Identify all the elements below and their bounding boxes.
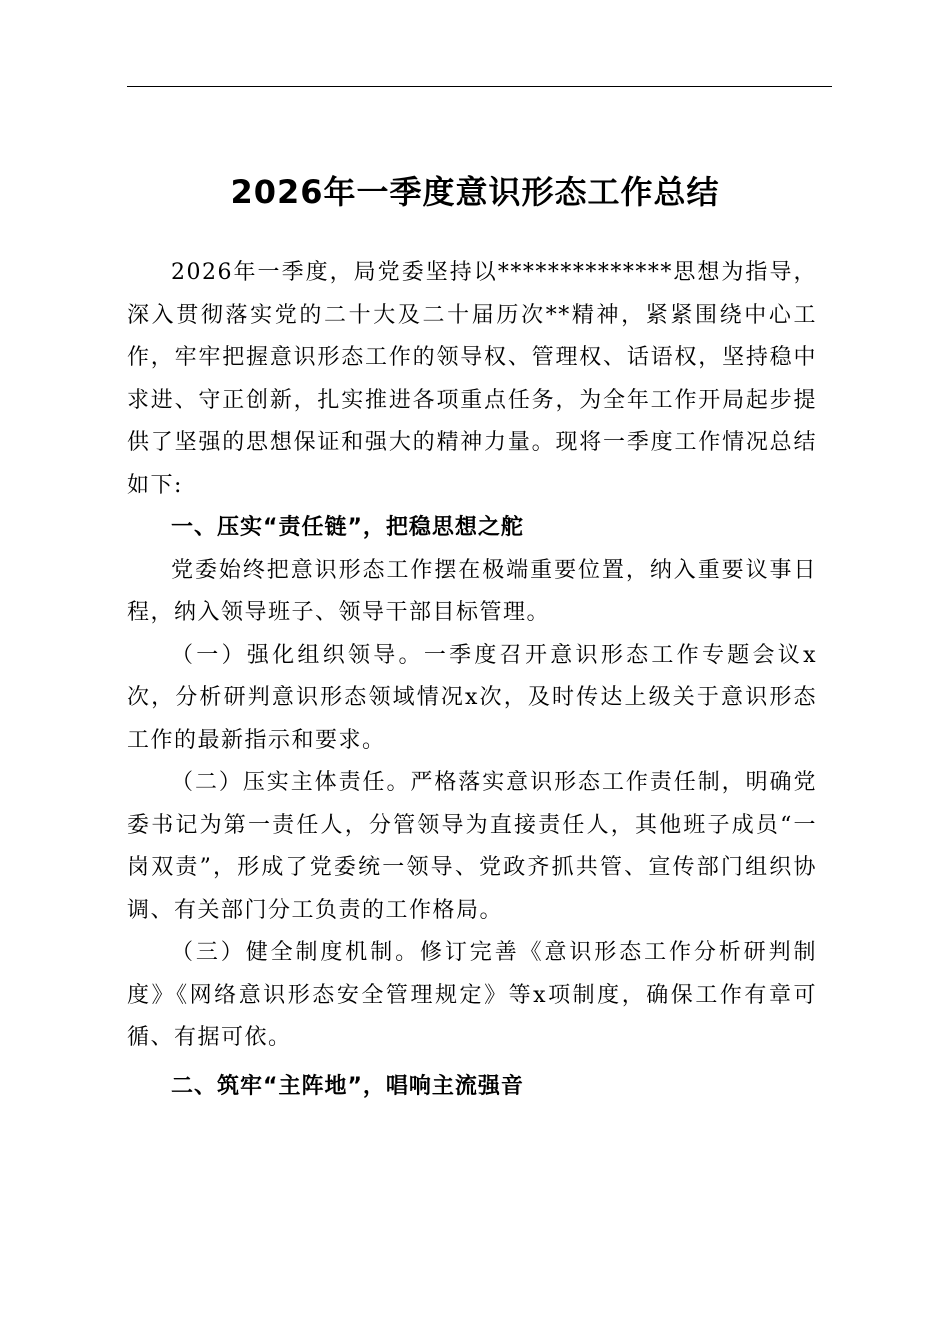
section-1-paragraph-3: （二）压实主体责任。严格落实意识形态工作责任制，明确党委书记为第一责任人，分管领导为直接责任人，其他班子成员“一岗双责”，形成了党委统一领导、党政齐抓共管、宣传部门组织协调、有关部门分工负责的工作格局。 [127,770,817,923]
document-body [127,252,817,1108]
section-1-heading: 一、压实“责任链”，把稳思想之舵 [171,515,524,540]
section-2-heading: 二、筑牢“主阵地”，唱响主流强音 [171,1073,524,1099]
document-title: 2026年一季度意识形态工作总结 [230,173,720,211]
header-rule [127,86,832,87]
intro-paragraph: 2026年一季度，局党委坚持以**************思想为指导，深入贯彻落实党的二十大及二十届历次**精神，紧紧围绕中心工作，牢牢把握意识形态工作的领导权、管理权、话语权，坚持稳中求进、守正创新，扎实推进各项重点任务，为全年工作开局起步提供了坚强的思想保证和强大的精神力量。现将一季度工作情况总结如下: [127,260,817,498]
section-1-paragraph-2: （一）强化组织领导。一季度召开意识形态工作专题会议x次，分析研判意识形态领域情况x次，及时传达上级关于意识形态工作的最新指示和要求。 [127,642,817,753]
section-1-paragraph-1: 党委始终把意识形态工作摆在极端重要位置，纳入重要议事日程，纳入领导班子、领导干部目标管理。 [127,557,817,625]
section-1-paragraph-4: （三）健全制度机制。修订完善《意识形态工作分析研判制度》《网络意识形态安全管理规定》等x项制度，确保工作有章可循、有据可依。 [127,940,817,1050]
